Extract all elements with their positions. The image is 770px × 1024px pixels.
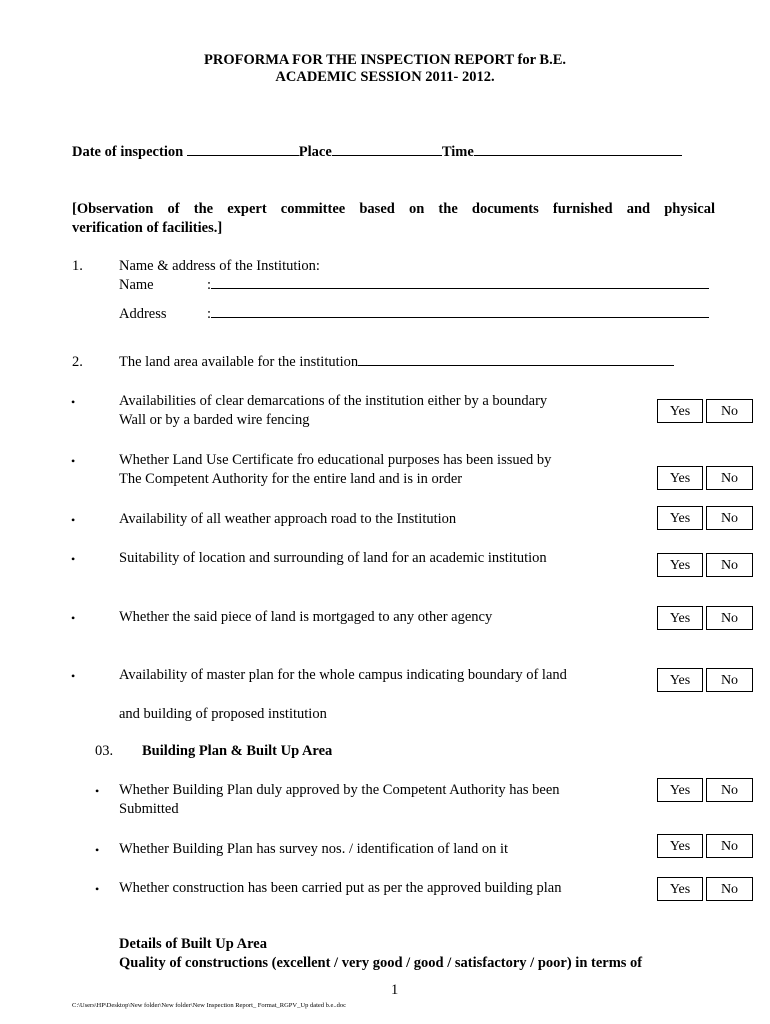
yes-no-boxes-5 (657, 606, 753, 630)
item-1-heading: Name & address of the Institution: (119, 258, 320, 274)
observation-line-1: [Observation of the expert committee based on the documents furnished and physical (72, 201, 715, 217)
no-box[interactable]: No (706, 466, 753, 490)
yes-box[interactable]: Yes (657, 877, 703, 901)
name-blank[interactable] (211, 287, 709, 289)
no-box[interactable]: No (706, 778, 753, 802)
land-area-label: The land area available for the institution (119, 354, 359, 370)
page-subtitle: ACADEMIC SESSION 2011- 2012. (275, 69, 495, 85)
section-3-heading: Building Plan & Built Up Area (142, 743, 333, 759)
yes-no-boxes-7 (657, 778, 753, 802)
yes-box[interactable]: Yes (657, 668, 703, 692)
address-label: Address (119, 306, 167, 322)
name-colon: : (207, 277, 212, 293)
land-bullet-1-line-2: Wall or by a barded wire fencing (119, 412, 310, 428)
observation-line-2: verification of facilities.] (72, 220, 223, 236)
item-1-number: 1. (72, 258, 83, 274)
bullet-icon: • (95, 882, 100, 896)
yes-no-boxes-9 (657, 877, 753, 901)
land-bullet-3: Availability of all weather approach road to the Institution (119, 511, 457, 527)
land-area-field (119, 354, 674, 371)
yes-box[interactable]: Yes (657, 606, 703, 630)
land-bullet-5: Whether the said piece of land is mortgaged to any other agency (119, 609, 493, 625)
yes-no-boxes-4 (657, 553, 753, 577)
land-bullet-1-line-1: Availabilities of clear demarcations of the institution either by a boundary (119, 393, 548, 409)
building-bullet-2: Whether Building Plan has survey nos. / identification of land on it (119, 841, 509, 857)
yes-no-boxes-1 (657, 399, 753, 423)
bullet-icon: • (71, 669, 76, 683)
bullet-icon: • (71, 611, 76, 625)
yes-no-boxes-2 (657, 466, 753, 490)
no-box[interactable]: No (706, 399, 753, 423)
name-label: Name (119, 277, 154, 293)
no-box[interactable]: No (706, 553, 753, 577)
bullet-icon: • (71, 513, 76, 527)
yes-box[interactable]: Yes (657, 834, 703, 858)
yes-no-boxes-3 (657, 506, 753, 530)
yes-box[interactable]: Yes (657, 553, 703, 577)
yes-no-boxes-6 (657, 668, 753, 692)
land-area-blank[interactable] (358, 364, 674, 366)
land-bullet-2-line-2: The Competent Authority for the entire land and is in order (119, 471, 463, 487)
date-label: Date of inspection (72, 144, 187, 160)
building-bullet-1-line-1: Whether Building Plan duly approved by the Competent Authority has been (119, 782, 560, 798)
bullet-icon: • (71, 454, 76, 468)
time-label: Time (441, 144, 474, 160)
address-blank[interactable] (211, 316, 709, 318)
bullet-icon: • (95, 843, 100, 857)
place-blank[interactable] (332, 154, 442, 156)
bullet-icon: • (71, 552, 76, 566)
section-3-number: 03. (95, 743, 114, 759)
yes-box[interactable]: Yes (657, 466, 703, 490)
yes-box[interactable]: Yes (657, 506, 703, 530)
place-label: Place (298, 144, 332, 160)
no-box[interactable]: No (706, 668, 753, 692)
time-blank[interactable] (474, 154, 682, 156)
land-bullet-6-line-1: Availability of master plan for the whole campus indicating boundary of land (119, 667, 567, 683)
no-box[interactable]: No (706, 606, 753, 630)
no-box[interactable]: No (706, 834, 753, 858)
building-bullet-1-line-2: Submitted (119, 801, 179, 817)
date-place-time-row (72, 144, 682, 161)
no-box[interactable]: No (706, 506, 753, 530)
footer-file-path: C:\Users\HP\Desktop\New folder\New folder\New Inspection Report_ Format_RGPV_Up dated b.e..doc (72, 1002, 347, 1009)
bullet-icon: • (71, 395, 76, 409)
building-bullet-3: Whether construction has been carried put as per the approved building plan (119, 880, 562, 896)
page-title: PROFORMA FOR THE INSPECTION REPORT for B.E. (203, 52, 567, 68)
yes-box[interactable]: Yes (657, 778, 703, 802)
address-colon: : (207, 306, 212, 322)
land-bullet-6-line-2: and building of proposed institution (119, 706, 327, 722)
land-bullet-2-line-1: Whether Land Use Certificate fro educational purposes has been issued by (119, 452, 552, 468)
item-2-number: 2. (72, 354, 83, 370)
bullet-icon: • (95, 784, 100, 798)
no-box[interactable]: No (706, 877, 753, 901)
land-bullet-4: Suitability of location and surrounding of land for an academic institution (119, 550, 547, 566)
page-number: 1 (391, 982, 399, 998)
name-field (207, 277, 709, 294)
built-up-heading: Details of Built Up Area (119, 936, 267, 952)
yes-box[interactable]: Yes (657, 399, 703, 423)
date-blank[interactable] (187, 154, 299, 156)
construction-quality-line: Quality of constructions (excellent / very good / good / satisfactory / poor) in terms of (119, 955, 643, 971)
address-field (207, 306, 709, 323)
yes-no-boxes-8 (657, 834, 753, 858)
